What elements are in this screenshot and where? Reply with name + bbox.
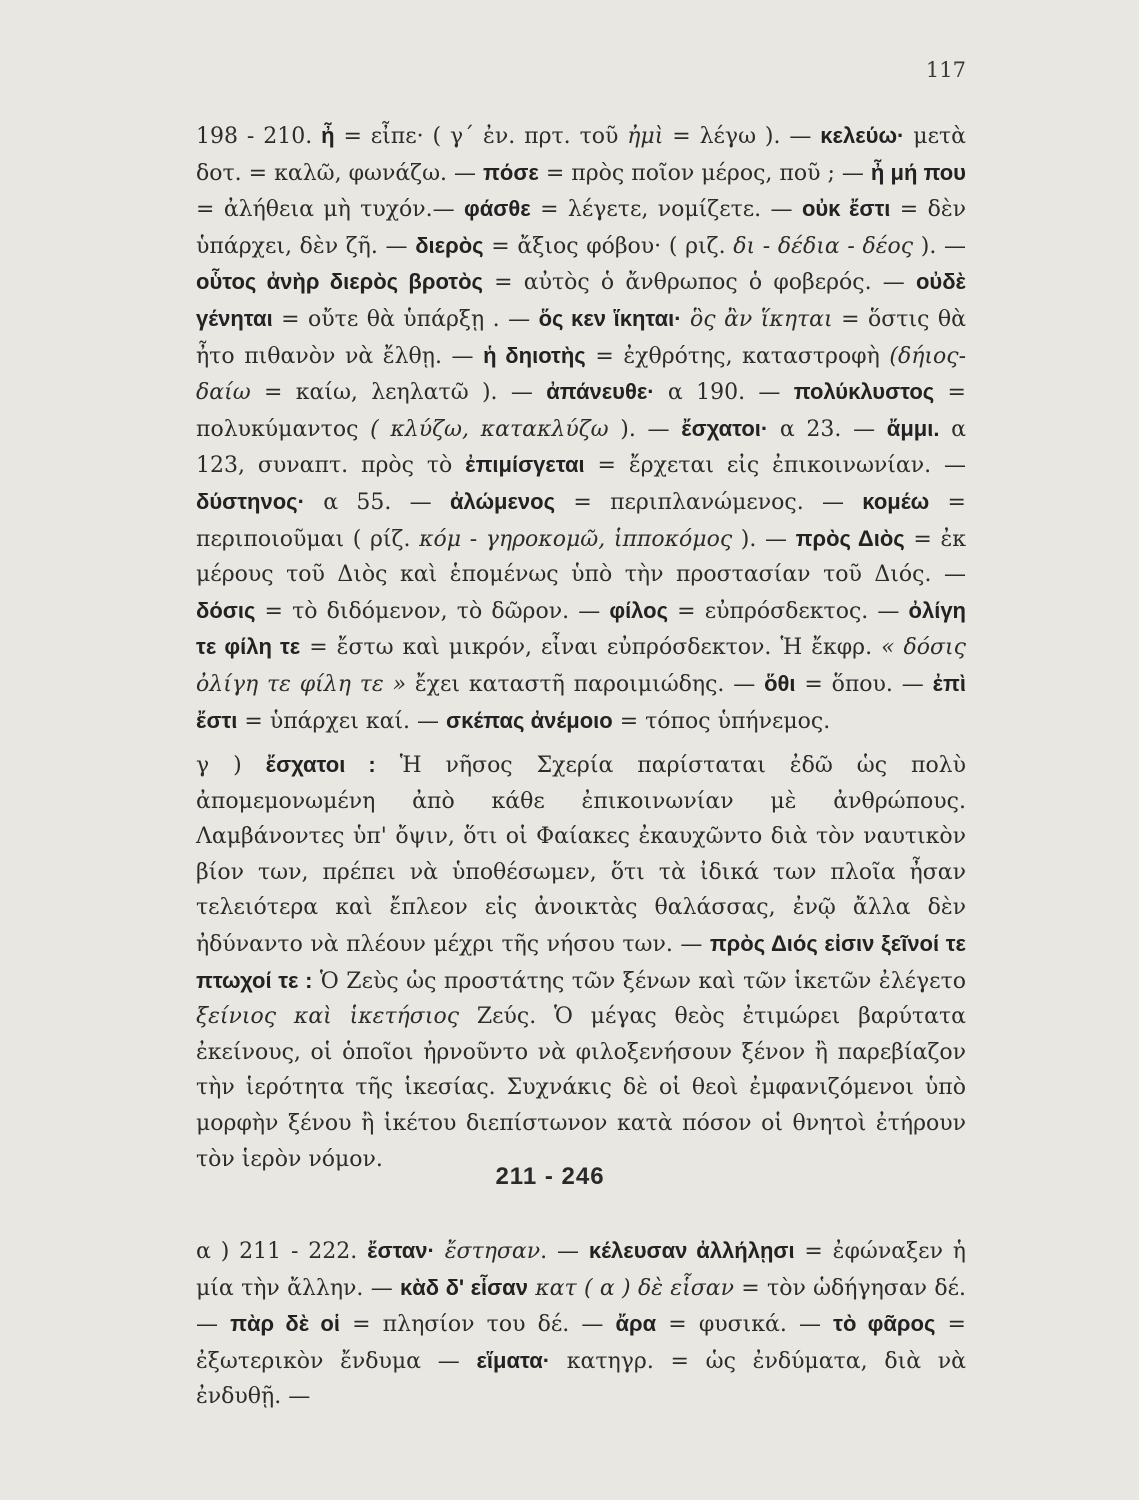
text-run: = ἐφώναξεν ἡ μία τὴν ἄλλην. — [196, 1239, 966, 1301]
bold-term: πρὸς Διός εἰσιν ξεῖνοί τε πτωχοί τε : [196, 930, 966, 993]
italic-term: δι - δέδια - δέος [733, 233, 914, 259]
text-run: = εὐπρόσδεκτος. — [668, 598, 909, 624]
bold-term: ἀπάνευθε· [546, 379, 655, 405]
text-run: = λέγετε, νομίζετε. — [530, 197, 802, 223]
bold-term: σκέπας ἀνέμοιο [446, 707, 613, 733]
bold-term: φάσθε [464, 196, 531, 222]
bold-term: ὀλίγη τε φίλη τε [196, 597, 966, 660]
text-run: = πολυκύμαντος [196, 380, 966, 442]
text-run: = τόπος ὑπήνεμος. [612, 708, 831, 734]
alpha-text [134, 1233, 966, 1415]
text-run: ). — [732, 526, 796, 552]
text-run: α 123, συναπτ. πρὸς τὸ [196, 416, 967, 479]
text-run: = ὑπάρχει καί. — [237, 708, 447, 734]
bold-term: ἦ [321, 123, 335, 148]
text-run: Ἡ νῆσος Σχερία παρίσταται ἐδῶ ὡς πολὺ ἀπομεμονωμένη ἀπὸ κάθε ἐπικοινωνίαν μὲ ἀνθρώπους. Λαμβάνοντες ὑπ' ὄψιν, ὅτι οἱ Φαίακες ἐκαυχῶντο διὰ τὸν ναυτικὸν βίον των, πρέπει νὰ ὑποθέσωμεν, ὅτι τὰ ἰδικά των πλοῖα ἦσαν τελειότερα καὶ ἔπλεον εἰς ἀνοικτὰς θαλάσσας, ἐνῷ ἄλλα δὲν ἠδύναντο νὰ πλέουν μέχρι τῆς νήσου των. — [196, 753, 967, 957]
bold-term: κομέω [862, 488, 930, 514]
text-run: = πρὸς ποῖον μέρος, ποῦ ; — [538, 160, 871, 186]
text-run: = τὸ διδόμενον, τὸ δῶρον. — [255, 598, 610, 624]
page-number: 117 [925, 58, 966, 82]
text-run: = ὅστις θὰ ἦτο πιθανὸν νὰ ἔλθῃ. — [196, 306, 966, 369]
text-run: = ἔρχεται εἰς ἐπικοινωνίαν. — [584, 453, 967, 479]
italic-term: « δόσις ὀλίγη τε φίλη τε » [196, 635, 966, 697]
text-run: α ) 211 - 222. [196, 1239, 368, 1264]
italic-term: ὃς ἂν ἵκηται [690, 306, 833, 332]
text-run: ). — [608, 416, 682, 442]
bold-term: οὐκ ἔστι [801, 196, 891, 222]
text-run: = εἶπε· ( γ΄ ἐν. πρτ. τοῦ [334, 124, 628, 149]
italic-term: κατ ( α ) δὲ εἷσαν [535, 1275, 734, 1301]
text-run: = ἐχθρότης, καταστροφὴ [585, 343, 890, 369]
italic-term: ξείνιος καὶ ἱκετήσιος [196, 1004, 460, 1030]
text-run: = ἄξιος φόβου· ( ριζ. [483, 233, 734, 259]
text-run: = αὐτὸς ὁ ἄνθρωπος ὁ φοβερός. — [482, 270, 916, 296]
bold-term: ἄρα [615, 1311, 657, 1337]
text-run: ). — [913, 233, 966, 259]
bold-term: πὰρ δὲ οἱ [230, 1311, 340, 1337]
text-run: κατηγρ. = ὡς ἐνδύματα, διὰ νὰ ἐνδυθῇ. — [196, 1348, 966, 1410]
bold-term: εἵματα· [476, 1347, 551, 1373]
gamma-text [134, 747, 966, 1177]
text-run: ἔχει καταστῆ παροιμιώδης. — [406, 671, 765, 697]
text-run: = ἐξωτερικὸν ἔνδυμα — [196, 1312, 966, 1374]
glossary-text [134, 118, 966, 739]
bold-term: ἡ δηιοτὴς [483, 342, 586, 368]
text-run: = οὔτε θὰ ὑπάρξῃ . — [272, 306, 539, 332]
bold-term: ὅς κεν ἵκηται· [538, 305, 682, 331]
bold-term: ὅθι [764, 670, 796, 696]
bold-term: κελεύω· [820, 123, 905, 148]
bold-term: τὸ φᾶρος [833, 1311, 936, 1337]
text-run [435, 1239, 445, 1264]
bold-term: δύστηνος· [196, 488, 305, 514]
bold-term: ἔσταν· [367, 1238, 435, 1263]
bold-term: πρὸς Διὸς [795, 525, 905, 551]
italic-term: ( κλύζω, κατακλύζω [370, 416, 609, 442]
bold-term: ἔσχατοι· [681, 415, 769, 441]
bold-term: ἦ μή που [870, 159, 966, 185]
text-run: Ὁ Ζεὺς ὡς προστάτης τῶν ξένων καὶ τῶν ἱκετῶν ἐλέγετο [312, 968, 966, 994]
text-run: . — [540, 1239, 589, 1264]
text-run: = ἔστω καὶ μικρόν, εἶναι εὐπρόσδεκτον. Ἡ ἔκφρ. [300, 635, 882, 661]
bold-term: διερὸς [415, 232, 484, 258]
text-run: = περιπλανώμενος. — [555, 489, 863, 515]
text-run: 198 - 210. [196, 124, 322, 149]
text-run: = πλησίον του δέ. — [339, 1312, 616, 1338]
text-run: = δὲν ὑπάρχει, δὲν ζῆ. — [196, 197, 966, 259]
bold-term: οὐδὲ γένηται [196, 269, 966, 331]
text-run: γ ) [196, 753, 266, 778]
text-run: α 23. — [768, 416, 887, 442]
italic-term: κόμ - γηροκομῶ, ἱπποκόμος [419, 526, 733, 552]
bold-term: ἐπὶ ἔστι [196, 670, 966, 733]
text-run: Ζεύς. Ὁ μέγας θεὸς ἐτιμώρει βαρύτατα ἐκείνους, οἱ ὁποῖοι ἠρνοῦντο νὰ φιλοξενήσουν ξένον ἢ παρεβίαζον τὴν ἱερότητα τῆς ἱκεσίας. Συχνάκις δὲ οἱ θεοὶ ἐμφανιζόμενοι ὑπὸ μορφὴν ξένου ἢ ἱκέτου διεπίστωνον κατὰ πόσον οἱ θνητοὶ ἐτήρουν τὸν ἱερὸν νόμον. [196, 1004, 967, 1172]
commentary-paragraph-gamma [134, 747, 966, 1177]
commentary-paragraph-alpha [134, 1233, 966, 1415]
bold-term: φίλος [609, 597, 669, 623]
text-run: = ἀλήθεια μὴ τυχόν.— [196, 197, 465, 223]
italic-term: ἠμὶ [627, 124, 664, 149]
text-run: = τὸν ὡδήγησαν δέ. — [196, 1275, 966, 1338]
bold-term: οὗτος ἀνὴρ διερὸς βροτὸς [196, 269, 483, 295]
text-run: = φυσικά. — [656, 1312, 834, 1338]
text-run: μετὰ δοτ. = καλῶ, φωνάζω. — [196, 124, 966, 186]
bold-term: πολύκλυστος [793, 379, 935, 405]
text-run: = ἐκ μέρους τοῦ Διὸς καὶ ἑπομένως ὑπὸ τὴν προστασίαν τοῦ Διός. — [196, 526, 966, 588]
text-run: α 55. — [304, 489, 450, 515]
italic-term: ἔστησαν [444, 1239, 541, 1264]
text-run [682, 307, 690, 332]
bold-term: πόσε [483, 159, 539, 185]
bold-term: κέλευσαν ἀλλήλῃσι [588, 1238, 795, 1263]
text-run: = λέγω ). — [663, 124, 821, 149]
text-run: = περιποιοῦμαι ( ρίζ. [196, 489, 966, 552]
text-run: α 190. — [654, 380, 794, 406]
italic-term: (δήιος-δαίω [196, 343, 967, 406]
text-run: = ὅπου. — [795, 671, 933, 697]
bold-term: κὰδ δ' εἷσαν [400, 1274, 528, 1300]
bold-term: ἀλώμενος [449, 488, 556, 514]
bold-term: ἐπιμίσγεται [465, 452, 585, 478]
bold-term: ἄμμι. [886, 415, 940, 441]
section-heading: 211 - 246 [495, 1163, 605, 1190]
bold-term: ἔσχατοι : [265, 752, 376, 777]
bold-term: δόσις [196, 597, 256, 623]
text-run: = καίω, λεηλατῶ ). — [250, 380, 547, 406]
glossary-paragraph [134, 118, 966, 739]
